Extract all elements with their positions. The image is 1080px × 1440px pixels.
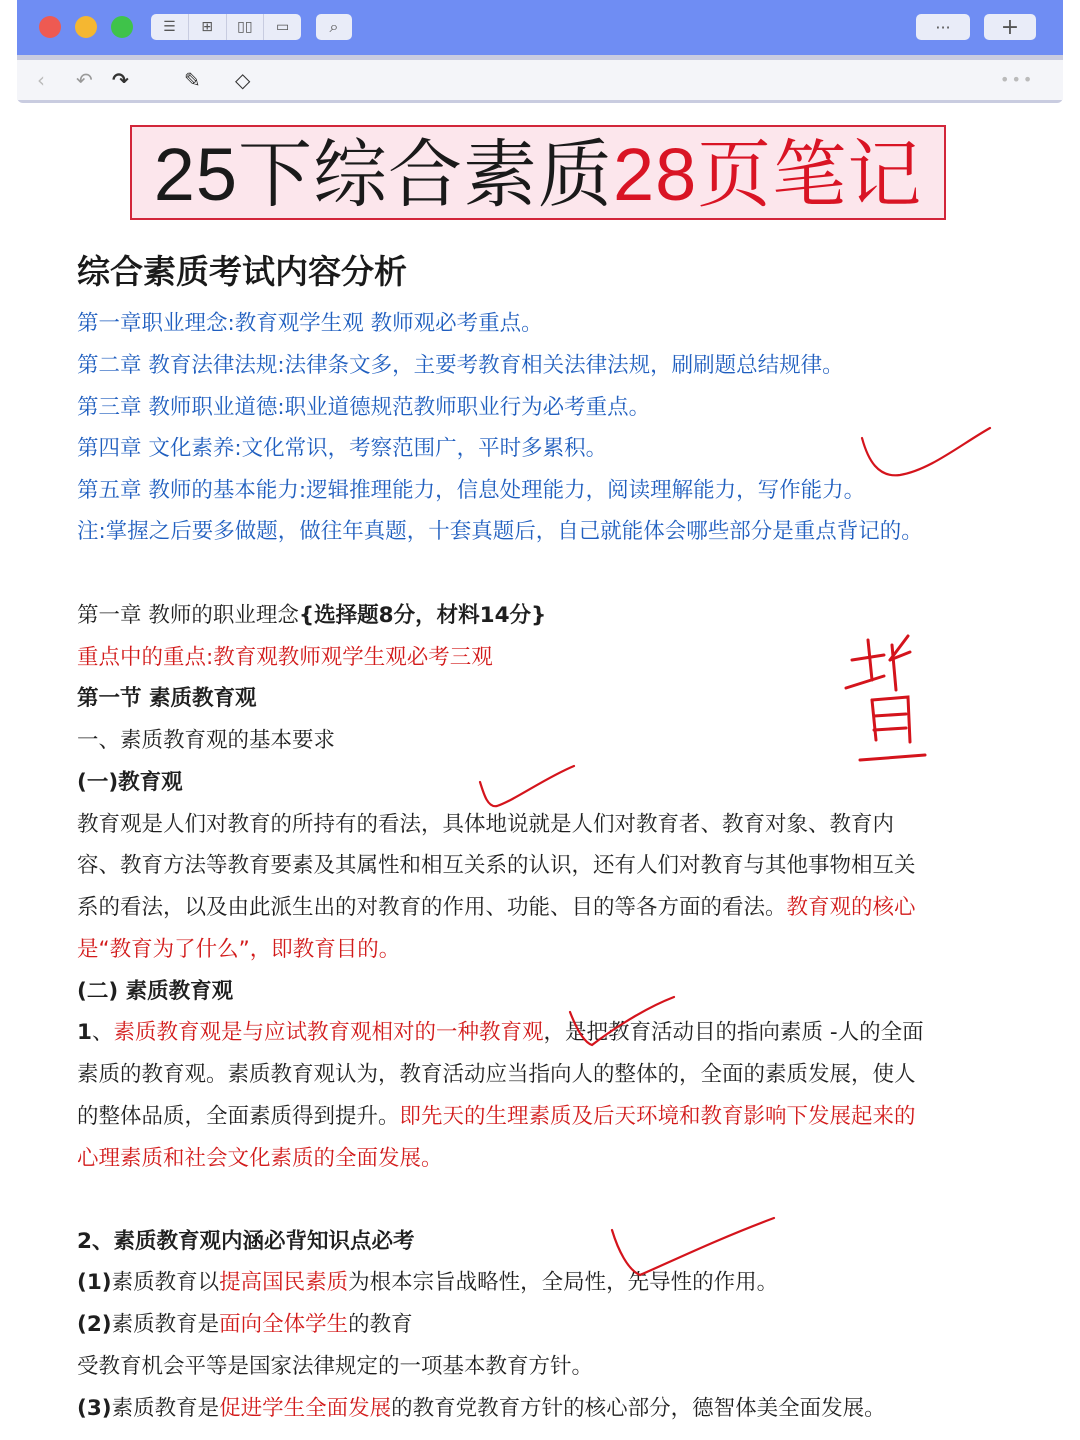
redo-icon[interactable]: ↷ (112, 68, 129, 92)
key-point: 重点中的重点:教育观教师观学生观必考三观 (77, 645, 493, 670)
minimize-window-button[interactable] (75, 16, 97, 38)
chapter-score: {选择题8分，材料14分} (298, 603, 547, 628)
chapter-title-text: 第一章 教师的职业理念 (77, 603, 299, 628)
paragraph-line: 教育观是人们对教育的所持有的看法，具体地说就是人们对教育者、教育对象、教育内 (77, 812, 895, 837)
paragraph-highlight-line: 是“教育为了什么”，即教育目的。 (77, 937, 401, 962)
overview-line: 第四章 文化素养:文化常识，考察范围广，平时多累积。 (77, 436, 608, 461)
grid-icon[interactable]: ⊞ (189, 14, 227, 40)
overview-note: 注:掌握之后要多做题，做往年真题，十套真题后，自己就能体会哪些部分是重点背记的。 (77, 519, 923, 544)
pen-icon[interactable]: ✎ (184, 68, 201, 92)
paragraph-line (77, 893, 916, 923)
point-highlight: 促进学生全面发展 (219, 1396, 392, 1421)
point-text: 的教育党教育方针的核心部分，德智体美全面发展。 (391, 1396, 886, 1421)
section-title: 第一节 素质教育观 (77, 686, 257, 711)
item-1-line (77, 1018, 924, 1048)
subsection-quality-education: (二) 素质教育观 (77, 979, 234, 1004)
item-highlight: 素质教育观是与应试教育观相对的一种教育观 (113, 1020, 544, 1045)
window-icon[interactable]: ▭ (276, 19, 290, 35)
view-toolbar (151, 14, 301, 40)
paragraph-text: 的整体品质，全面素质得到提升。 (77, 1104, 400, 1129)
paragraph-highlight-line: 心理素质和社会文化素质的全面发展。 (77, 1146, 443, 1171)
maximize-window-button[interactable] (111, 16, 133, 38)
checkmark-annotation (480, 766, 574, 806)
title-banner (130, 125, 946, 220)
point-highlight: 面向全体学生 (219, 1312, 349, 1337)
point-text: 素质教育是 (111, 1312, 220, 1337)
banner-title-black: 25下综合素质 (153, 133, 613, 216)
paragraph-line (77, 1102, 916, 1132)
paragraph-line: 素质的教育观。素质教育观认为，教育活动应当指向人的整体的，全面的素质发展，使人 (77, 1062, 916, 1087)
point-text: 的教育 (348, 1312, 413, 1337)
annotation-toolbar (17, 60, 1063, 100)
subsection-title: 一、素质教育观的基本要求 (77, 728, 336, 753)
checkmark-annotation (862, 428, 990, 475)
more-button[interactable]: ··· (916, 14, 970, 40)
paragraph-line: 容、教育方法等教育要素及其属性和相互关系的认识，还有人们对教育与其他事物相互关 (77, 853, 916, 878)
paragraph-text: 系的看法，以及由此派生出的对教育的作用、功能、目的等各方面的看法。 (77, 895, 787, 920)
point-text: 素质教育以 (111, 1270, 220, 1295)
subsection-connotation: 2、素质教育观内涵必背知识点必考 (77, 1229, 415, 1254)
banner-title-red: 28页笔记 (613, 133, 923, 216)
point-text: 为根本宗旨战略性，全局性，先导性的作用。 (348, 1270, 779, 1295)
paragraph-highlight: 教育观的核心 (786, 895, 916, 920)
list-icon[interactable]: ☰ (151, 14, 189, 40)
item-number: 1 (77, 1020, 92, 1045)
book-icon[interactable]: ▯▯ (227, 14, 265, 40)
item-text: ，是把教育活动目的指向素质 -人的全面 (543, 1020, 924, 1045)
chapter-title (77, 601, 546, 631)
point-highlight: 提高国民素质 (219, 1270, 349, 1295)
point-number: (2) (77, 1312, 112, 1337)
paragraph-highlight: 即先天的生理素质及后天环境和教育影响下发展起来的 (399, 1104, 916, 1129)
back-icon[interactable]: ‹ (37, 68, 45, 92)
search-icon: ⌕ (329, 17, 339, 36)
point-line (77, 1268, 778, 1298)
more-tools-button[interactable]: ••• (1000, 70, 1035, 89)
overview-line: 第三章 教师职业道德:职业道德规范教师职业行为必考重点。 (77, 395, 651, 420)
overview-line: 第五章 教师的基本能力:逻辑推理能力，信息处理能力，阅读理解能力，写作能力。 (77, 478, 866, 503)
undo-icon[interactable]: ↶ (76, 68, 93, 92)
handwritten-bei-character (846, 636, 925, 760)
point-number: (1) (77, 1270, 112, 1295)
eraser-icon[interactable]: ◇ (235, 68, 251, 92)
point-note: 受教育机会平等是国家法律规定的一项基本教育方针。 (77, 1354, 594, 1379)
close-window-button[interactable] (39, 16, 61, 38)
point-line (77, 1394, 886, 1424)
point-text: 素质教育是 (111, 1396, 220, 1421)
add-page-button[interactable]: + (984, 14, 1036, 40)
search-button[interactable] (316, 14, 352, 40)
checkmark-annotation (612, 1218, 774, 1275)
overview-line: 第一章职业理念:教育观学生观 教师观必考重点。 (77, 311, 543, 336)
item-separator: 、 (91, 1020, 114, 1045)
subsection-education-view: (一)教育观 (77, 770, 183, 795)
page-heading: 综合素质考试内容分析 (77, 252, 407, 291)
point-number: (3) (77, 1396, 112, 1421)
point-line (77, 1310, 413, 1340)
overview-line: 第二章 教育法律法规:法律条文多，主要考教育相关法律法规，刷刷题总结规律。 (77, 353, 844, 378)
